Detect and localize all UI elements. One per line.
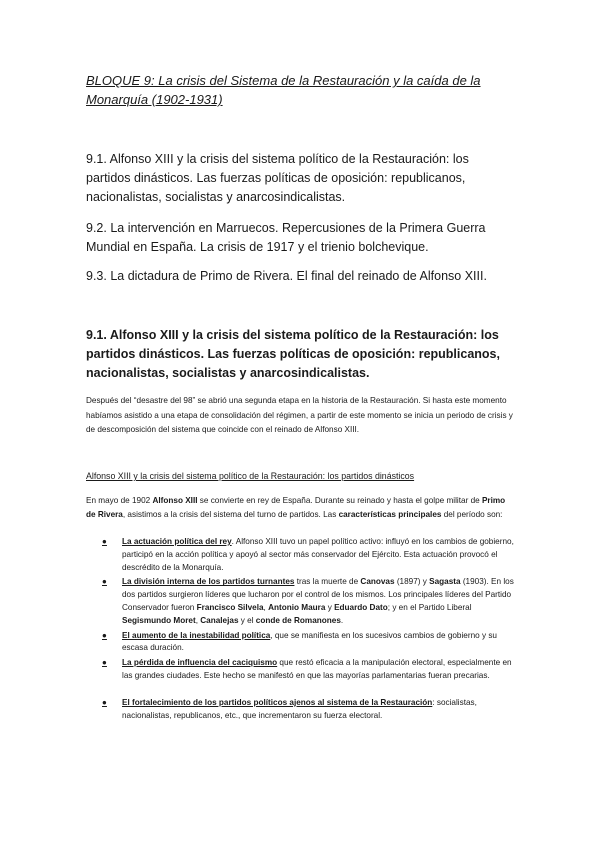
text-run: En mayo de 1902 [86,496,153,505]
text-run: y [325,602,335,612]
document-title: BLOQUE 9: La crisis del Sistema de la Restauración y la caída de la Monarquía (1902-1931) [86,73,481,107]
bold-run: Alfonso XIII [152,496,198,505]
text-run: . [340,615,344,625]
bold-run: Antonio Maura [268,602,326,612]
bullet-icon: ● [102,697,107,707]
bold-run: Francisco Silvela [196,602,264,612]
bullet-head: La actuación política del rey [122,537,232,546]
intro-paragraph: Después del “desastre del 98” se abrió una segunda etapa en la historia de la Restauración. Si hasta este momento habíamos asistido a una etapa de consolidación del régimen, a partir de este momento se inicia un periodo de crisis y de descomposición del sistema que coincide con el reinado de Alfonso XIII. [86,396,513,434]
text-run: ; y en el Partido Liberal [387,602,472,612]
list-item [86,536,516,574]
bullet-icon: ● [102,630,107,640]
section-subtitle: Alfonso XIII y la crisis del sistema político de la Restauración: los partidos dinásticos [86,471,415,481]
bullet-text: que restó eficacia a la manipulación electoral, especialmente en las grandes ciudades. Este hecho se manifestó en que las mayorías parlamentarias fueran precarias. [122,658,512,680]
characteristics-list [86,536,516,724]
bullet-icon: ● [102,537,107,546]
bold-run: Eduardo Dato [334,602,388,612]
text-run: y el [238,615,256,625]
bold-run: Primo de Rivera [86,496,506,519]
reign-paragraph [86,494,516,521]
bullet-head: La pérdida de influencia del caciquismo [122,658,278,668]
toc-item-9-3: 9.3. La dictadura de Primo de Rivera. El final del reinado de Alfonso XIII. [86,269,487,283]
bold-run: Segismundo Moret [122,615,196,625]
list-item [86,657,516,683]
list-item [86,630,516,656]
text-run: del período son: [441,509,503,519]
bold-run: Sagasta [429,577,461,587]
bullet-text: , que se manifiesta en los sucesivos cambios de gobierno y su escasa duración. [122,630,497,653]
section-heading: 9.1. Alfonso XIII y la crisis del sistema político de la Restauración: los partidos dinásticos. Las fuerzas políticas de oposición: republicanos, nacionalistas, socialistas y anarcosindicalistas. [86,328,500,380]
toc-item-9-1: 9.1. Alfonso XIII y la crisis del sistema político de la Restauración: los partidos dinásticos. Las fuerzas políticas de oposición: republicanos, nacionalistas, socialistas y anarcosindicalistas. [86,152,469,204]
text-run: (1897) y [394,577,430,587]
toc-item-9-2: 9.2. La intervención en Marruecos. Repercusiones de la Primera Guerra Mundial en España. La crisis de 1917 y el trienio bolchevique. [86,221,486,254]
text-run: , asistimos a la crisis del sistema del turno de partidos. Las [122,509,339,519]
bullet-icon: ● [102,577,107,587]
bold-run: Canalejas [200,615,239,625]
text-run: (1903). En los dos partidos surgieron líderes que lucharon por el control de los mismos. Los principales líderes del Partido Conservador fueron [122,577,514,612]
bullet-text: : socialistas, nacionalistas, republicanos, etc., que incrementaron su fuerza electoral. [122,697,477,720]
text-run: , [263,602,269,612]
text-run: , [195,615,201,625]
text-run: se convierte en rey de España. Durante su reinado y hasta el golpe militar de [197,496,482,505]
bullet-head: El aumento de la inestabilidad política [122,630,271,640]
bold-run: conde de Romanones [255,615,341,625]
bullet-head: El fortalecimiento de los partidos políticos ajenos al sistema de la Restauración [122,697,433,707]
bold-run: características principales [338,509,442,519]
bullet-text: . Alfonso XIII tuvo un papel político activo: influyó en los cambios de gobierno, participó en la acción política y apoyó al sector más conservador del Ejército. Esta actuación provocó el descrédito de la Monarquía. [122,537,514,572]
list-item [86,576,516,627]
bold-run: Canovas [360,577,395,587]
bullet-text: tras la muerte de [294,577,361,587]
list-item [86,697,516,723]
bullet-head: La división interna de los partidos turnantes [122,577,295,587]
bullet-icon: ● [102,658,107,668]
